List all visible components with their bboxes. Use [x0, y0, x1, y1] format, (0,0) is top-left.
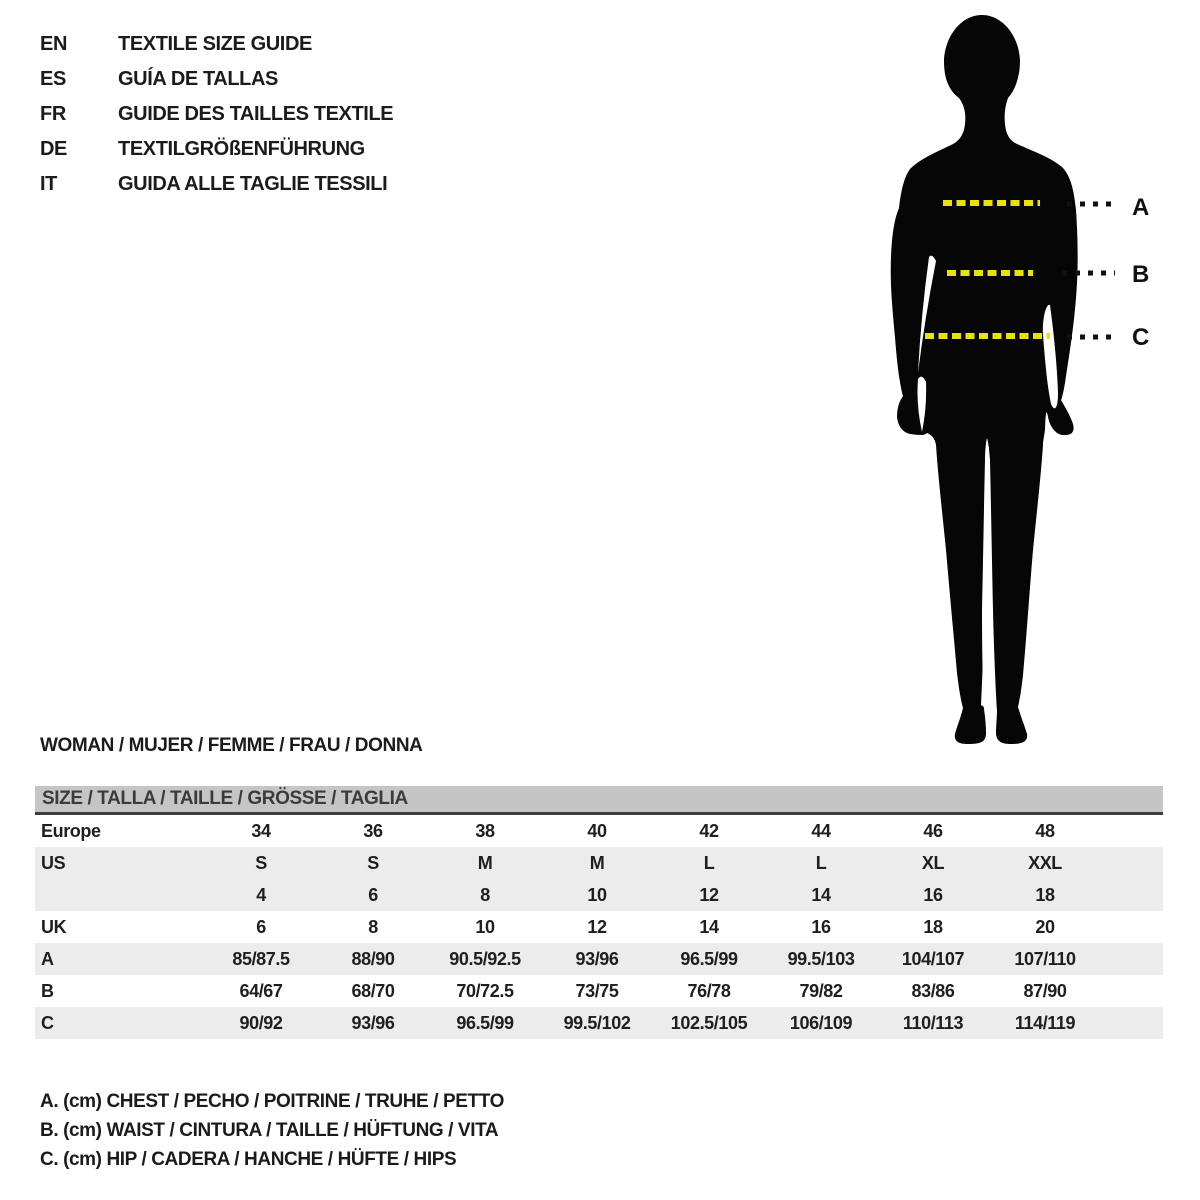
filler-cell [1101, 1007, 1163, 1039]
guide-title: GUÍA DE TALLAS [118, 68, 278, 90]
size-cell: 93/96 [351, 1012, 395, 1033]
size-cell: 99.5/102 [563, 1012, 631, 1033]
size-cell: 8 [480, 884, 490, 905]
size-table-section [35, 786, 1163, 1039]
size-cell: 40 [587, 820, 607, 841]
size-cell: 42 [699, 820, 719, 841]
marker-label-b: B [1132, 261, 1150, 288]
legend-line-hip: C. (cm) HIP / CADERA / HANCHE / HÜFTE / HIPS [40, 1148, 457, 1170]
size-cell: 70/72.5 [456, 980, 514, 1001]
size-cell: 83/86 [911, 980, 955, 1001]
size-cell: L [703, 852, 715, 873]
list-item [40, 62, 393, 97]
list-item [40, 27, 393, 62]
size-cell: 87/90 [1023, 980, 1067, 1001]
size-cell: S [367, 852, 379, 873]
table-row [35, 879, 1163, 911]
row-label: C [41, 1012, 54, 1033]
size-cell: 14 [699, 916, 719, 937]
filler-cell [1101, 847, 1163, 879]
filler-cell [1101, 943, 1163, 975]
row-label: B [41, 980, 54, 1001]
table-row [35, 911, 1163, 943]
size-table-header: SIZE / TALLA / TAILLE / GRÖSSE / TAGLIA [35, 786, 1163, 815]
size-cell: 114/119 [1014, 1012, 1076, 1033]
size-cell: 18 [923, 916, 943, 937]
size-cell: 10 [587, 884, 607, 905]
size-cell: 6 [368, 884, 378, 905]
size-cell: 16 [811, 916, 831, 937]
silhouette-gap-feet [985, 710, 994, 743]
row-label: UK [41, 916, 67, 937]
filler-cell [1101, 815, 1163, 847]
size-cell: 12 [699, 884, 719, 905]
size-cell: 85/87.5 [232, 948, 290, 969]
guide-title: GUIDE DES TAILLES TEXTILE [118, 103, 394, 125]
language-guide-list [40, 27, 393, 202]
filler-cell [1101, 911, 1163, 943]
size-cell: 90.5/92.5 [449, 948, 521, 969]
size-cell: M [477, 852, 493, 873]
woman-silhouette-figure [880, 5, 1180, 750]
language-code: ES [40, 68, 66, 90]
size-cell: 38 [475, 820, 495, 841]
size-cell: 68/70 [351, 980, 395, 1001]
size-cell: L [815, 852, 827, 873]
size-cell: 107/110 [1014, 948, 1076, 969]
size-cell: 104/107 [901, 948, 965, 969]
row-label: Europe [41, 820, 101, 841]
filler-cell [1101, 975, 1163, 1007]
size-cell: 79/82 [799, 980, 843, 1001]
size-cell: 10 [475, 916, 495, 937]
row-label: US [41, 852, 66, 873]
table-row [35, 815, 1163, 847]
filler-cell [1101, 879, 1163, 911]
language-code: IT [40, 173, 57, 195]
guide-title: GUIDA ALLE TAGLIE TESSILI [118, 173, 388, 195]
size-cell: 90/92 [239, 1012, 283, 1033]
language-code: FR [40, 103, 66, 125]
table-row [35, 943, 1163, 975]
size-cell: 93/96 [575, 948, 619, 969]
size-cell: 46 [923, 820, 943, 841]
measurement-legend [40, 1087, 504, 1174]
table-row [35, 975, 1163, 1007]
size-cell: 14 [811, 884, 831, 905]
language-code: DE [40, 138, 67, 160]
size-cell: 6 [256, 916, 266, 937]
size-table [35, 815, 1163, 1039]
list-item [40, 167, 393, 202]
size-cell: 8 [368, 916, 378, 937]
list-item [40, 97, 393, 132]
size-cell: 96.5/99 [680, 948, 738, 969]
size-cell: 36 [363, 820, 383, 841]
size-cell: 64/67 [239, 980, 283, 1001]
size-cell: 12 [587, 916, 607, 937]
size-cell: S [255, 852, 267, 873]
size-cell: 110/113 [902, 1012, 964, 1033]
measurement-figure [880, 5, 1180, 750]
language-code: EN [40, 33, 67, 55]
size-cell: 18 [1035, 884, 1055, 905]
size-cell: 20 [1035, 916, 1055, 937]
size-cell: 16 [923, 884, 943, 905]
size-cell: 88/90 [351, 948, 395, 969]
list-item [40, 132, 393, 167]
section-heading: WOMAN / MUJER / FEMME / FRAU / DONNA [40, 735, 423, 756]
size-cell: 99.5/103 [787, 948, 855, 969]
size-cell: XL [921, 852, 945, 873]
size-table-body [35, 815, 1163, 1039]
size-cell: 106/109 [789, 1012, 853, 1033]
row-label: A [41, 948, 54, 969]
size-cell: M [589, 852, 605, 873]
size-cell: 34 [251, 820, 271, 841]
size-cell: XXL [1028, 852, 1062, 873]
table-row [35, 847, 1163, 879]
legend-line-chest: A. (cm) CHEST / PECHO / POITRINE / TRUHE / PETTO [40, 1090, 504, 1112]
legend-line-waist: B. (cm) WAIST / CINTURA / TAILLE / HÜFTUNG / VITA [40, 1119, 499, 1141]
size-cell: 96.5/99 [456, 1012, 514, 1033]
size-cell: 48 [1035, 820, 1055, 841]
table-row [35, 1007, 1163, 1039]
marker-label-c: C [1132, 324, 1150, 351]
guide-title: TEXTILGRÖßENFÜHRUNG [118, 138, 365, 160]
size-cell: 44 [811, 820, 831, 841]
size-cell: 102.5/105 [670, 1012, 748, 1033]
guide-title: TEXTILE SIZE GUIDE [118, 33, 312, 55]
marker-label-a: A [1132, 194, 1150, 221]
size-cell: 76/78 [687, 980, 731, 1001]
size-cell: 4 [256, 884, 266, 905]
row-label [35, 879, 205, 911]
size-cell: 73/75 [575, 980, 619, 1001]
